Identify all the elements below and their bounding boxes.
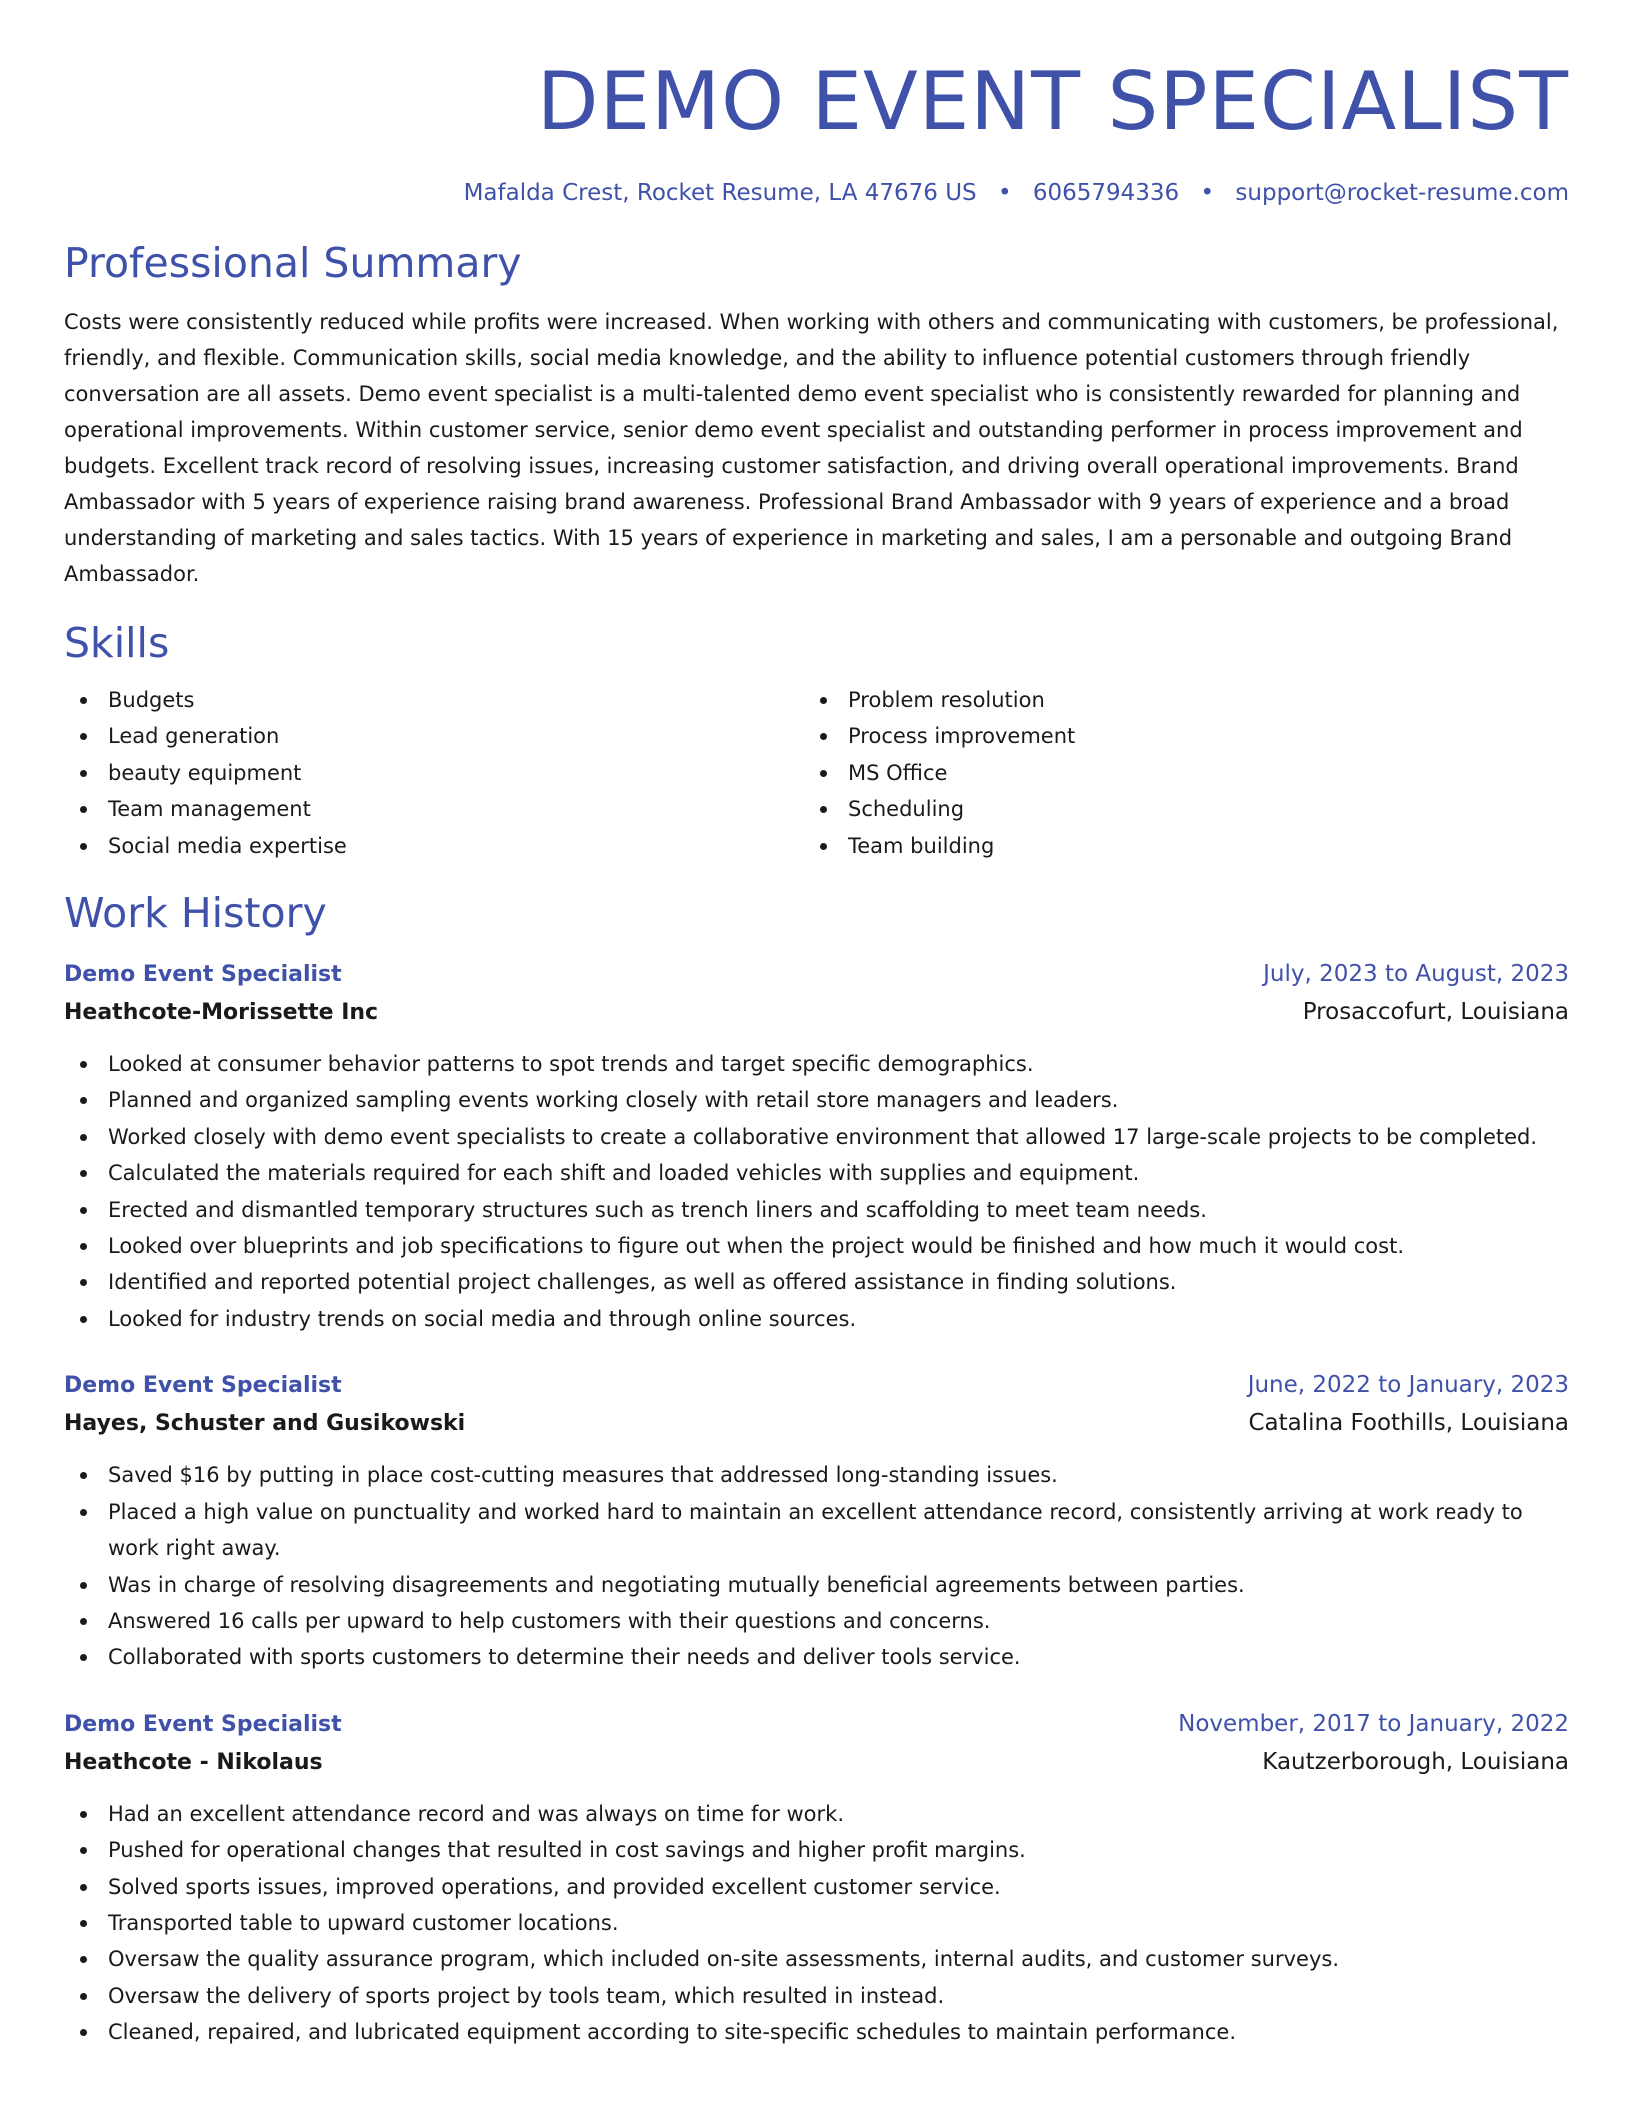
skill-item: Problem resolution bbox=[804, 682, 1544, 718]
duty-item: Calculated the materials required for each shift and loaded vehicles with supplies and equipment. bbox=[64, 1155, 1569, 1191]
job-dates: November, 2017 to January, 2022 bbox=[1178, 1710, 1569, 1737]
candidate-name: DEMO EVENT SPECIALIST bbox=[536, 55, 1569, 148]
skill-item: Process improvement bbox=[804, 718, 1544, 754]
skill-item: Social media expertise bbox=[64, 828, 804, 864]
duty-item: Planned and organized sampling events working closely with retail store managers and leaders. bbox=[64, 1082, 1569, 1118]
duty-item: Had an excellent attendance record and was always on time for work. bbox=[64, 1796, 1569, 1832]
job-entry bbox=[64, 1367, 1569, 1675]
section-title: Work History bbox=[64, 889, 327, 938]
job-title: Demo Event Specialist bbox=[64, 1373, 342, 1399]
job-header-row bbox=[64, 1367, 1569, 1404]
job-entry bbox=[64, 1706, 1569, 2051]
skill-item: Team building bbox=[804, 828, 1544, 864]
skills-column-left bbox=[64, 682, 804, 864]
duty-item: Oversaw the quality assurance program, which included on-site assessments, internal audits, and customer surveys. bbox=[64, 1941, 1569, 1977]
professional-summary-section bbox=[64, 238, 1569, 592]
duty-item: Erected and dismantled temporary structures such as trench liners and scaffolding to meet team needs. bbox=[64, 1192, 1569, 1228]
duty-item: Pushed for operational changes that resulted in cost savings and higher profit margins. bbox=[64, 1832, 1569, 1868]
job-employer-row bbox=[64, 1404, 1569, 1443]
duty-item: Placed a high value on punctuality and worked hard to maintain an excellent attendance record, consistently arriving at work ready to work right away. bbox=[64, 1494, 1569, 1567]
contact-line bbox=[64, 178, 1569, 208]
job-company: Hayes, Schuster and Gusikowski bbox=[64, 1411, 466, 1437]
contact-address: Mafalda Crest, Rocket Resume, LA 47676 US bbox=[463, 180, 977, 206]
job-header-row bbox=[64, 956, 1569, 993]
skills-grid bbox=[64, 682, 1569, 864]
job-employer-row bbox=[64, 993, 1569, 1032]
job-duties bbox=[64, 1457, 1569, 1675]
job-duties bbox=[64, 1796, 1569, 2051]
job-duties bbox=[64, 1046, 1569, 1337]
skill-item: Scheduling bbox=[804, 791, 1544, 827]
duty-item: Looked over blueprints and job specifications to figure out when the project would be finished and how much it would cost. bbox=[64, 1228, 1569, 1264]
job-company: Heathcote-Morissette Inc bbox=[64, 1000, 379, 1026]
job-company: Heathcote - Nikolaus bbox=[64, 1749, 323, 1775]
duty-item: Was in charge of resolving disagreements and negotiating mutually beneficial agreements between parties. bbox=[64, 1567, 1569, 1603]
job-location: Catalina Foothills, Louisiana bbox=[1248, 1410, 1569, 1437]
duty-item: Looked for industry trends on social media and through online sources. bbox=[64, 1301, 1569, 1337]
job-location: Prosaccofurt, Louisiana bbox=[1302, 999, 1569, 1026]
job-dates: July, 2023 to August, 2023 bbox=[1263, 961, 1569, 988]
section-title: Professional Summary bbox=[64, 239, 522, 287]
contact-email: support@rocket-resume.com bbox=[1235, 180, 1569, 206]
work-history-section bbox=[64, 888, 1569, 2051]
duty-item: Collaborated with sports customers to determine their needs and deliver tools service. bbox=[64, 1639, 1569, 1675]
job-employer-row bbox=[64, 1743, 1569, 1782]
job-location: Kautzerborough, Louisiana bbox=[1262, 1748, 1569, 1775]
duty-item: Worked closely with demo event specialists to create a collaborative environment that allowed 17 large-scale projects to be completed. bbox=[64, 1119, 1569, 1155]
contact-separator: • bbox=[1200, 180, 1215, 206]
duty-item: Answered 16 calls per upward to help customers with their questions and concerns. bbox=[64, 1603, 1569, 1639]
skills-column-right bbox=[804, 682, 1544, 864]
skill-item: Team management bbox=[64, 791, 804, 827]
duty-item: Transported table to upward customer locations. bbox=[64, 1905, 1569, 1941]
contact-phone: 6065794336 bbox=[1032, 180, 1180, 206]
job-entry bbox=[64, 956, 1569, 1337]
job-title: Demo Event Specialist bbox=[64, 1711, 342, 1737]
duty-item: Cleaned, repaired, and lubricated equipment according to site-specific schedules to maintain performance. bbox=[64, 2014, 1569, 2050]
resume-header bbox=[64, 56, 1569, 208]
skill-item: MS Office bbox=[804, 755, 1544, 791]
skill-item: Lead generation bbox=[64, 718, 804, 754]
job-title: Demo Event Specialist bbox=[64, 962, 342, 988]
skill-item: Budgets bbox=[64, 682, 804, 718]
contact-separator: • bbox=[997, 180, 1012, 206]
duty-item: Solved sports issues, improved operations, and provided excellent customer service. bbox=[64, 1869, 1569, 1905]
duty-item: Identified and reported potential project challenges, as well as offered assistance in finding solutions. bbox=[64, 1264, 1569, 1300]
duty-item: Saved $16 by putting in place cost-cutting measures that addressed long-standing issues. bbox=[64, 1457, 1569, 1493]
summary-text: Costs were consistently reduced while profits were increased. When working with others and communicating with customers, be professional, friendly, and flexible. Communication skills, social media knowledge, and the ability to influence potential customers through friendly conversation are all assets. Demo event specialist is a multi-talented demo event specialist who is consistently rewarded for planning and operational improvements. Within customer service, senior demo event specialist and outstanding performer in process improvement and budgets. Excellent track record of resolving issues, increasing customer satisfaction, and driving overall operational improvements. Brand Ambassador with 5 years of experience raising brand awareness. Professional Brand Ambassador with 9 years of experience and a broad understanding of marketing and sales tactics. With 15 years of experience in marketing and sales, I am a personable and outgoing Brand Ambassador. bbox=[64, 310, 1559, 586]
duty-item: Oversaw the delivery of sports project by tools team, which resulted in instead. bbox=[64, 1978, 1569, 2014]
job-header-row bbox=[64, 1706, 1569, 1743]
job-dates: June, 2022 to January, 2023 bbox=[1247, 1372, 1569, 1399]
skills-section bbox=[64, 618, 1569, 864]
skill-item: beauty equipment bbox=[64, 755, 804, 791]
section-title: Skills bbox=[64, 619, 170, 667]
duty-item: Looked at consumer behavior patterns to spot trends and target specific demographics. bbox=[64, 1046, 1569, 1082]
